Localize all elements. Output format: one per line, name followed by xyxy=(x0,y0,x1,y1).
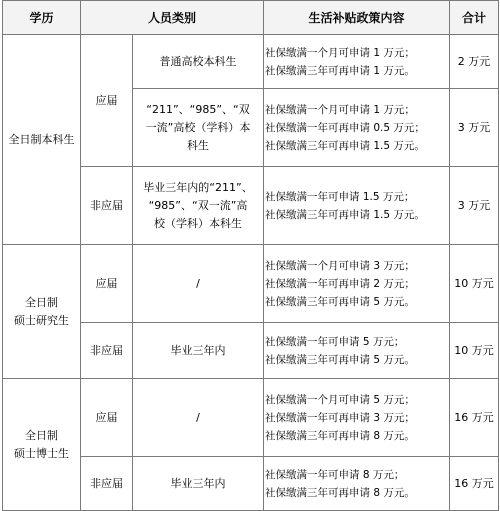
education-undergrad: 全日制本科生 xyxy=(3,35,81,245)
table-row xyxy=(3,379,499,457)
policy-cell: 社保缴满一个月可申请 3 万元； 社保缴满一年可再申请 2 万元； 社保缴满三年可再申请 5 万元。 xyxy=(264,245,450,323)
header-category: 人员类别 xyxy=(81,1,264,35)
total-cell: 10 万元 xyxy=(450,245,499,323)
total-cell: 3 万元 xyxy=(450,89,499,167)
status-nonfresh: 非应届 xyxy=(81,323,133,379)
category-cell: 毕业三年内 xyxy=(133,457,264,511)
status-nonfresh: 非应届 xyxy=(81,457,133,511)
policy-cell: 社保缴满一年可申请 5 万元； 社保缴满三年可再申请 5 万元。 xyxy=(264,323,450,379)
policy-cell: 社保缴满一年可申请 8 万元； 社保缴满三年可再申请 8 万元。 xyxy=(264,457,450,511)
header-row xyxy=(3,1,499,35)
total-cell: 16 万元 xyxy=(450,379,499,457)
category-cell: 毕业三年内 xyxy=(133,323,264,379)
education-doctoral: 全日制 硕士博士生 xyxy=(3,379,81,511)
policy-cell: 社保缴满一个月可申请 1 万元； 社保缴满三年可再申请 1 万元。 xyxy=(264,35,450,89)
status-nonfresh: 非应届 xyxy=(81,167,133,245)
status-fresh: 应届 xyxy=(81,245,133,323)
policy-cell: 社保缴满一个月可申请 1 万元； 社保缴满一年可再申请 0.5 万元； 社保缴满三年可再申请 1.5 万元。 xyxy=(264,89,450,167)
education-master: 全日制 硕士研究生 xyxy=(3,245,81,379)
table-row xyxy=(3,245,499,323)
policy-cell: 社保缴满一个月可申请 5 万元； 社保缴满一年可再申请 3 万元； 社保缴满三年可再申请 8 万元。 xyxy=(264,379,450,457)
total-cell: 3 万元 xyxy=(450,167,499,245)
category-cell: “211”、“985”、“双 一流”高校（学科）本 科生 xyxy=(133,89,264,167)
category-cell: 毕业三年内的“211”、 “985”、“双一流”高 校（学科）本科生 xyxy=(133,167,264,245)
status-fresh: 应届 xyxy=(81,379,133,457)
category-cell: / xyxy=(133,245,264,323)
table-row xyxy=(3,35,499,89)
header-policy: 生活补贴政策内容 xyxy=(264,1,450,35)
total-cell: 2 万元 xyxy=(450,35,499,89)
header-education: 学历 xyxy=(3,1,81,35)
total-cell: 10 万元 xyxy=(450,323,499,379)
category-cell: 普通高校本科生 xyxy=(133,35,264,89)
status-fresh: 应届 xyxy=(81,35,133,167)
header-total: 合计 xyxy=(450,1,499,35)
policy-cell: 社保缴满一年可申请 1.5 万元； 社保缴满三年可再申请 1.5 万元。 xyxy=(264,167,450,245)
category-cell: / xyxy=(133,379,264,457)
subsidy-table xyxy=(2,0,499,511)
total-cell: 16 万元 xyxy=(450,457,499,511)
